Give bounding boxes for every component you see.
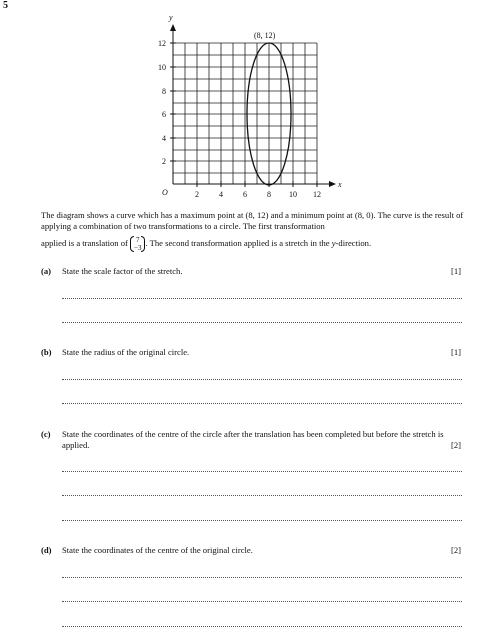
vector-top: 7 — [136, 236, 140, 244]
intro-text — [41, 210, 466, 232]
question-number: 5 — [3, 0, 8, 11]
y-tick-label: 6 — [162, 110, 166, 119]
grid — [173, 43, 317, 184]
x-tick-label: 8 — [267, 190, 271, 199]
part-a-label: (a) — [41, 266, 52, 276]
part-d-text: State the coordinates of the centre of the original circle. — [62, 545, 253, 555]
y-tick-label: 12 — [158, 39, 166, 48]
translation-vector — [130, 236, 145, 252]
y-axis-label: y — [169, 13, 173, 22]
max-point-label: (8, 12) — [254, 31, 276, 40]
answer-line[interactable] — [62, 471, 462, 472]
part-b-label: (b) — [41, 347, 52, 357]
intro-line2-italic: y — [331, 237, 336, 248]
part-c-text: State the coordinates of the centre of the circle after the translation has been completed but before the stretch is applied. — [62, 429, 444, 451]
intro-line2-end: . The second transformation applied is a stretch in the — [145, 237, 330, 248]
answer-line[interactable] — [62, 601, 462, 602]
x-tick-label: 10 — [289, 190, 297, 199]
intro-line1: The diagram shows a curve which has a maximum point at (8, 12) and a minimum point at (8, 0). The curve is the result of applying a combination of two transformations to a circle. The first transformation — [41, 210, 464, 232]
answer-line[interactable] — [62, 403, 462, 404]
answer-line[interactable] — [62, 322, 462, 323]
answer-line[interactable] — [62, 298, 462, 299]
answer-line[interactable] — [62, 379, 462, 380]
tick-marks — [170, 43, 317, 187]
x-axis-arrow — [329, 181, 336, 187]
part-c-label: (c) — [41, 429, 51, 439]
y-tick-label: 10 — [158, 63, 166, 72]
x-tick-label: 2 — [195, 190, 199, 199]
x-tick-label: 4 — [219, 190, 223, 199]
part-b-text: State the radius of the original circle. — [62, 347, 190, 357]
answer-line[interactable] — [62, 520, 462, 521]
part-a-text: State the scale factor of the stretch. — [62, 266, 183, 276]
intro-line2-tail: -direction. — [335, 237, 372, 248]
answer-line[interactable] — [62, 626, 462, 627]
answer-line[interactable] — [62, 495, 462, 496]
x-tick-label: 12 — [313, 190, 321, 199]
y-tick-label: 8 — [162, 87, 166, 96]
part-a-marks: [1] — [450, 266, 461, 276]
answer-line[interactable] — [62, 577, 462, 578]
intro-line2-start: applied is a translation of — [41, 237, 128, 248]
origin-label: O — [162, 188, 168, 197]
part-d-label: (d) — [41, 545, 52, 555]
y-tick-label: 4 — [162, 134, 166, 143]
y-tick-label: 2 — [162, 157, 166, 166]
part-b-marks: [1] — [450, 347, 461, 357]
y-axis-arrow — [170, 24, 176, 31]
intro-line2 — [41, 236, 466, 252]
part-d-marks: [2] — [450, 545, 461, 555]
vector-bottom: −3 — [134, 244, 142, 252]
x-tick-label: 6 — [243, 190, 247, 199]
coordinate-graph — [0, 0, 494, 205]
part-c-marks: [2] — [450, 440, 461, 450]
x-axis-label: x — [338, 180, 342, 189]
